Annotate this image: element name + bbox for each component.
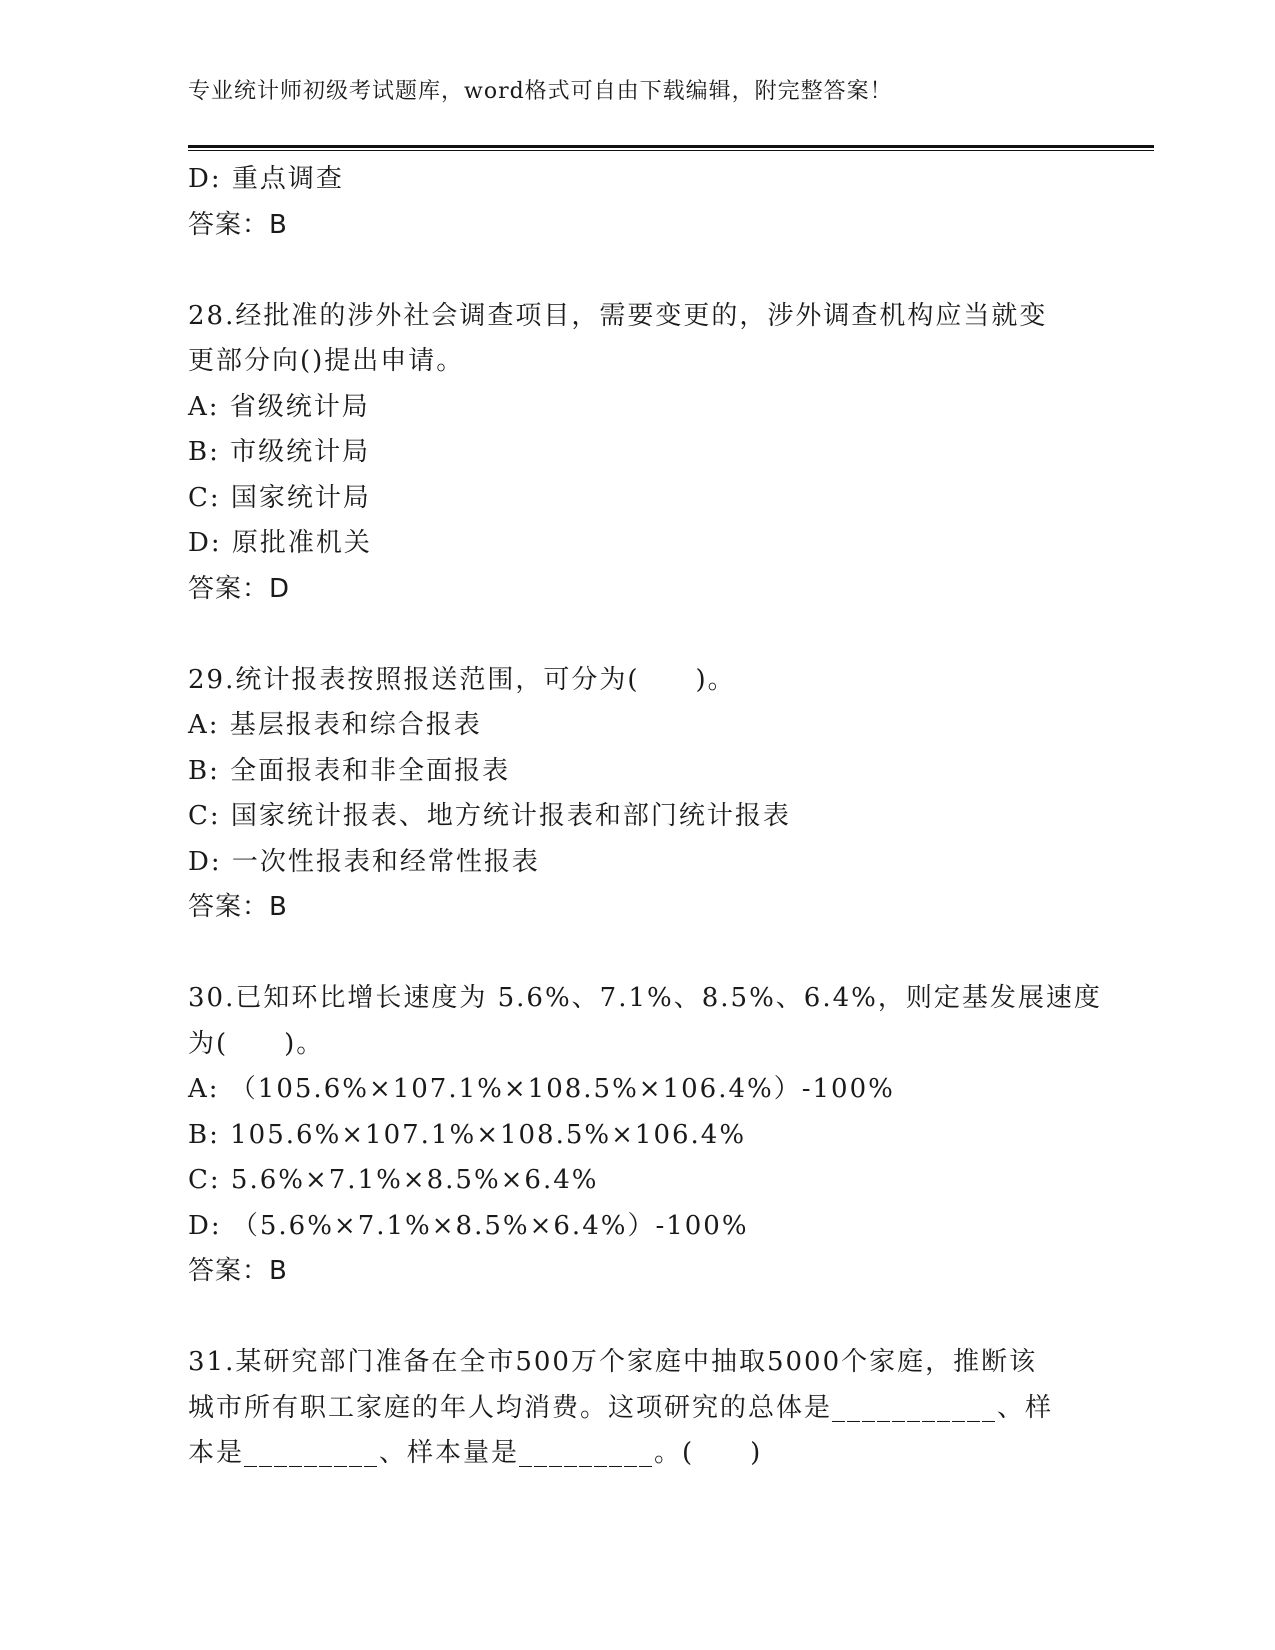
option-line: B: 全面报表和非全面报表 — [188, 755, 511, 786]
option-line: B: 105.6%×107.1%×108.5%×106.4% — [188, 1119, 747, 1150]
option-line: C: 国家统计报表、地方统计报表和部门统计报表 — [188, 801, 791, 831]
answer-line: 答案：B — [188, 1256, 288, 1286]
question-line: 本是_________、样本量是_________。( ) — [188, 1438, 763, 1468]
option-line: A: 基层报表和综合报表 — [188, 710, 482, 740]
option-line: B: 市级统计局 — [188, 437, 371, 467]
question-line: 城市所有职工家庭的年人均消费。这项研究的总体是___________、样 — [188, 1392, 1054, 1423]
question-line: 更部分向()提出申请。 — [188, 346, 465, 376]
question-line: 为( )。 — [188, 1028, 325, 1059]
option-line: A: 省级统计局 — [188, 391, 370, 422]
question-line: 30.已知环比增长速度为 5.6%、7.1%、8.5%、6.4%，则定基发展速度 — [188, 983, 1102, 1013]
answer-line: 答案：B — [188, 209, 288, 240]
question-line: 29.统计报表按照报送范围，可分为( )。 — [188, 664, 736, 695]
option-line: D: （5.6%×7.1%×8.5%×6.4%）-100% — [188, 1210, 749, 1241]
header-title: 专业统计师初级考试题库，word格式可自由下载编辑，附完整答案！ — [188, 79, 893, 104]
option-line: D: 原批准机关 — [188, 528, 372, 558]
paragraph-gap — [188, 248, 1088, 294]
option-line: D: 一次性报表和经常性报表 — [188, 846, 540, 877]
question-content — [188, 157, 1102, 1477]
option-line: D: 重点调查 — [188, 164, 344, 194]
header-divider-thick — [188, 145, 1154, 148]
paragraph-gap — [188, 931, 1088, 977]
question-line: 31.某研究部门准备在全市500万个家庭中抽取5000个家庭，推断该 — [188, 1347, 1038, 1377]
option-line: C: 5.6%×7.1%×8.5%×6.4% — [188, 1165, 599, 1195]
paragraph-gap — [188, 1295, 1088, 1341]
paragraph-gap — [188, 612, 1088, 658]
answer-line: 答案：D — [188, 573, 291, 604]
question-line: 28.经批准的涉外社会调查项目，需要变更的，涉外调查机构应当就变 — [188, 300, 1048, 331]
answer-line: 答案：B — [188, 892, 288, 922]
header-divider-thin — [188, 150, 1154, 151]
option-line: A: （105.6%×107.1%×108.5%×106.4%）-100% — [188, 1074, 895, 1104]
option-line: C: 国家统计局 — [188, 482, 371, 513]
